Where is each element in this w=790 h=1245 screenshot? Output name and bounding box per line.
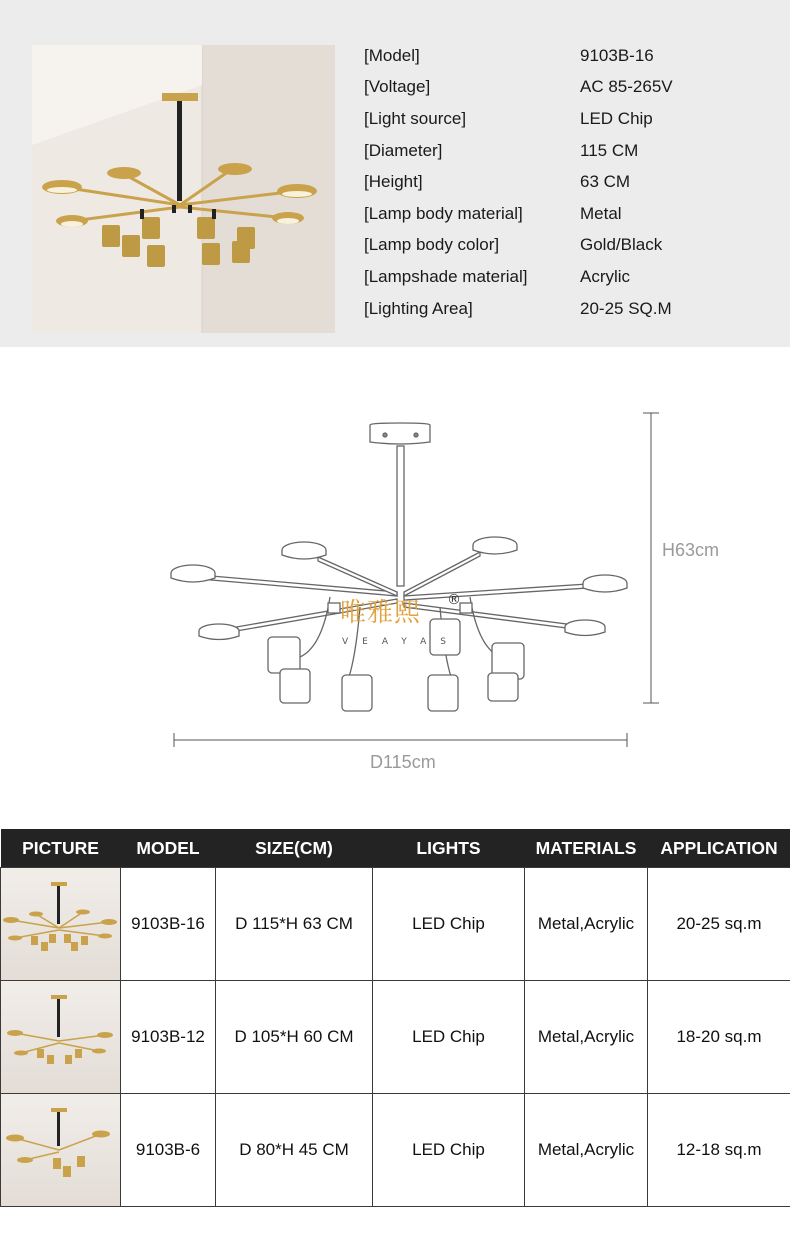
materials-cell: Metal,Acrylic — [525, 981, 648, 1094]
spec-key: [Lighting Area] — [364, 298, 473, 318]
picture-cell — [1, 868, 121, 981]
spec-value: 115 CM — [580, 140, 639, 160]
lights-cell: LED Chip — [373, 868, 525, 981]
spec-key: [Voltage] — [364, 77, 431, 97]
model-cell: 9103B-12 — [121, 981, 216, 1094]
spec-row-body-color — [364, 230, 784, 262]
materials-cell: Metal,Acrylic — [525, 1094, 648, 1207]
height-dimension-label: H63cm — [662, 540, 720, 560]
header-lights: LIGHTS — [373, 829, 525, 868]
header-size: SIZE(CM) — [216, 829, 373, 868]
spec-key: [Diameter] — [364, 140, 443, 160]
registered-mark: ® — [447, 592, 461, 608]
spec-value: Metal — [580, 203, 622, 223]
product-thumbnail — [1, 981, 120, 1093]
spec-row-light-source — [364, 103, 784, 135]
spec-key: [Model] — [364, 45, 420, 65]
spec-value: Acrylic — [580, 266, 631, 286]
header-picture: PICTURE — [1, 829, 121, 868]
materials-cell: Metal,Acrylic — [525, 868, 648, 981]
size-cell: D 105*H 60 CM — [216, 981, 373, 1094]
lights-cell: LED Chip — [373, 981, 525, 1094]
product-table — [0, 829, 790, 1207]
table-row — [1, 1094, 790, 1207]
picture-cell — [1, 1094, 121, 1207]
product-thumbnail — [1, 1094, 120, 1206]
product-photo — [32, 45, 335, 333]
dimension-drawing — [0, 347, 790, 827]
diameter-dimension-label: D115cm — [370, 752, 436, 772]
header-model: MODEL — [121, 829, 216, 868]
spec-value: 20-25 SQ.M — [580, 298, 672, 318]
spec-row-shade-material — [364, 261, 784, 293]
picture-cell — [1, 981, 121, 1094]
application-cell: 12-18 sq.m — [648, 1094, 790, 1207]
model-cell: 9103B-16 — [121, 868, 216, 981]
spec-key: [Height] — [364, 172, 423, 192]
spec-key: [Lampshade material] — [364, 266, 528, 286]
spec-value: 9103B-16 — [580, 45, 654, 65]
spec-row-height — [364, 166, 784, 198]
brand-watermark-sub: VEAYAS — [342, 637, 460, 647]
spec-value: 63 CM — [580, 172, 631, 192]
spec-value: Gold/Black — [580, 235, 663, 255]
table-row — [1, 868, 790, 981]
header-application: APPLICATION — [648, 829, 790, 868]
spec-key: [Lamp body material] — [364, 203, 523, 223]
spec-row-lighting-area — [364, 293, 784, 325]
header-materials: MATERIALS — [525, 829, 648, 868]
spec-row-voltage — [364, 72, 784, 104]
spec-value: AC 85-265V — [580, 77, 673, 97]
spec-key: [Light source] — [364, 108, 467, 128]
table-row — [1, 981, 790, 1094]
size-cell: D 80*H 45 CM — [216, 1094, 373, 1207]
spec-section — [0, 0, 790, 347]
spec-row-body-material — [364, 198, 784, 230]
spec-value: LED Chip — [580, 108, 653, 128]
spec-row-model — [364, 40, 784, 72]
product-thumbnail — [1, 868, 120, 980]
spec-row-diameter — [364, 135, 784, 167]
brand-watermark: 唯雅熙 — [340, 598, 422, 628]
lights-cell: LED Chip — [373, 1094, 525, 1207]
spec-list — [364, 40, 784, 324]
spec-key: [Lamp body color] — [364, 235, 500, 255]
model-cell: 9103B-6 — [121, 1094, 216, 1207]
size-cell: D 115*H 63 CM — [216, 868, 373, 981]
application-cell: 18-20 sq.m — [648, 981, 790, 1094]
application-cell: 20-25 sq.m — [648, 868, 790, 981]
table-header-row — [1, 829, 790, 868]
